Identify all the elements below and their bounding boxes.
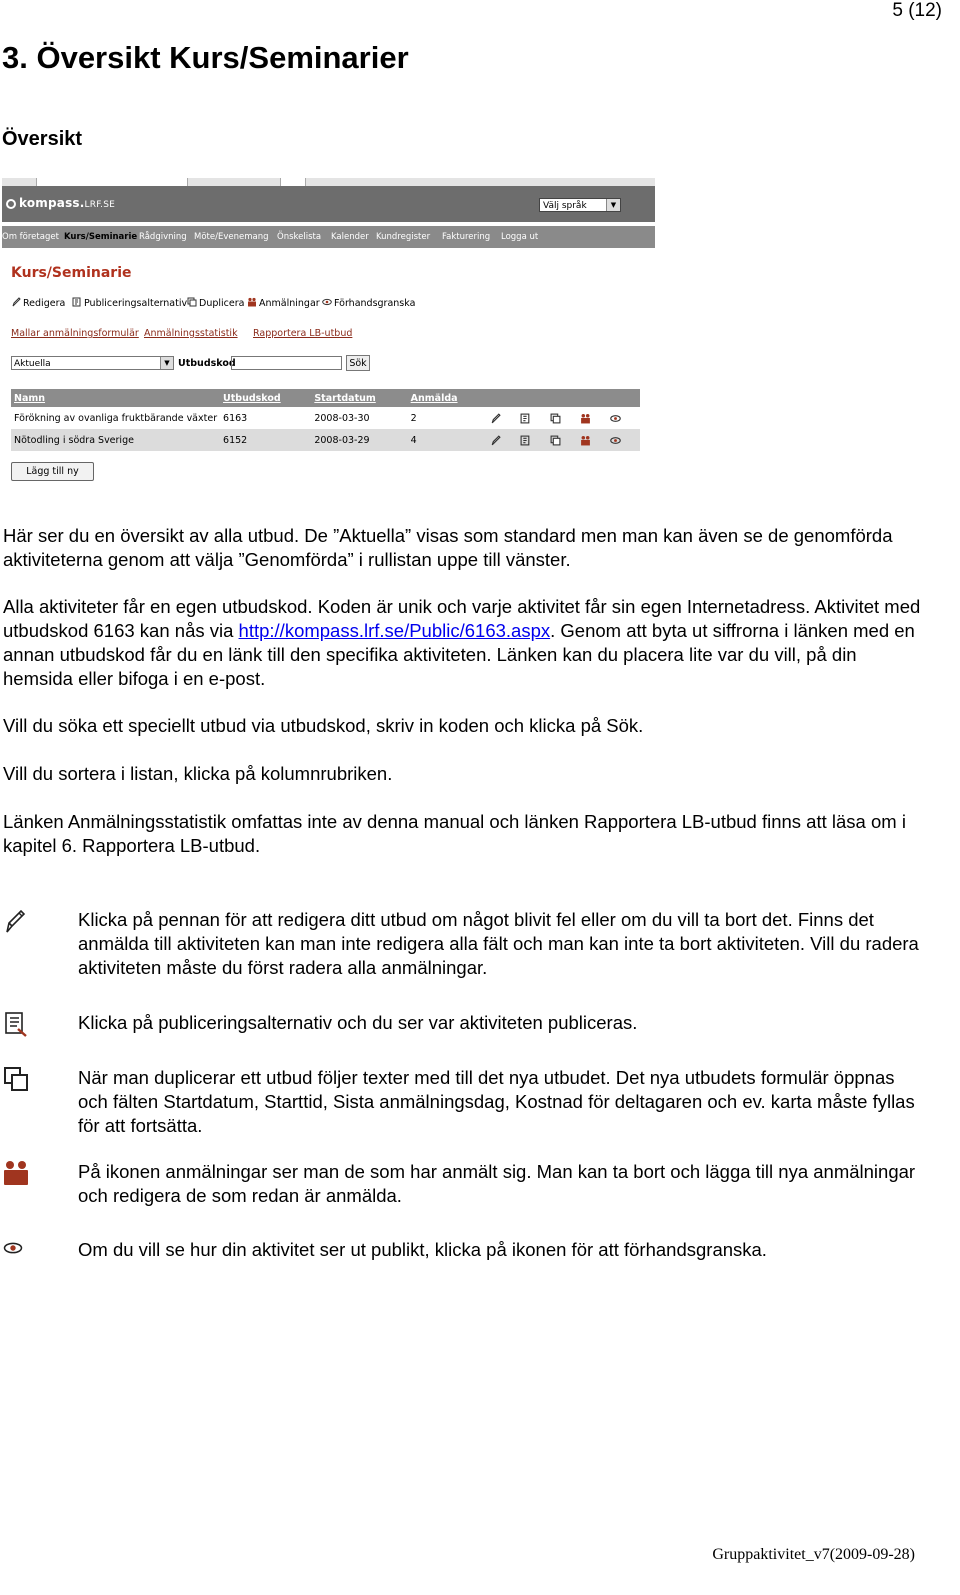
menu-item-kurs-seminarie[interactable]: Kurs/Seminarie	[64, 232, 138, 242]
chevron-down-icon: ▼	[606, 199, 620, 211]
row-actions	[490, 407, 640, 429]
paragraph-overview: Här ser du en översikt av alla utbud. De ”Aktuella” visas som standard men man kan även se de genomförda aktiviteterna genom att välja ”Genomförda” i rullistan uppe till vänster.	[3, 525, 893, 570]
status-filter-select[interactable]: Aktuella ▼	[11, 356, 174, 370]
menu-item-mote-evenemang[interactable]: Möte/Evenemang	[194, 232, 269, 242]
publish-options-icon	[72, 297, 82, 307]
paragraph-utbudskod: Alla aktiviteter får en egen utbudskod. Koden är unik och varje aktivitet får sin egen Internetadress. Aktivitet med utbudskod 6163 kan nås via http://kompass.lrf.se/Public/6163.aspx. Genom att byta ut siffrorna i länken med en annan utbudskod får du en länk till den specifika aktiviteten. Länken kan du placera lite var du vill, på din hemsida eller bifoga i en e-post.	[3, 596, 921, 689]
document-footer: Gruppaktivitet_v7(2009-09-28)	[712, 1546, 915, 1563]
add-new-button[interactable]: Lägg till ny	[11, 462, 94, 481]
link-mallar-anmalningsformular[interactable]: Mallar anmälningsformulär	[11, 328, 139, 339]
chevron-down-icon: ▼	[160, 357, 173, 369]
preview-icon	[322, 297, 332, 307]
paragraph-sort: Vill du sortera i listan, klicka på kolumnrubriken.	[3, 763, 393, 784]
registrations-icon	[3, 1160, 29, 1186]
pencil-icon	[11, 297, 21, 307]
action-publiceringsalternativ[interactable]: Publiceringsalternativ	[72, 297, 187, 309]
action-forhandsgranska[interactable]: Förhandsgranska	[322, 297, 415, 309]
table-header-row	[11, 389, 640, 407]
cell-code: 6163	[223, 407, 314, 429]
menu-item-onskelista[interactable]: Önskelista	[277, 232, 322, 242]
logo-circle-icon	[6, 199, 16, 209]
paragraph-search: Vill du söka ett speciellt utbud via utbudskod, skriv in koden och klicka på Sök.	[3, 715, 644, 736]
registrations-icon[interactable]	[580, 413, 591, 424]
table-row	[11, 407, 640, 429]
cell-count: 2	[411, 407, 490, 429]
table-row	[11, 429, 640, 451]
column-header-utbudskod[interactable]: Utbudskod	[223, 389, 314, 407]
section-heading: Översikt	[2, 128, 83, 150]
site-logo: kompass.LRF.SE	[6, 196, 115, 210]
pencil-icon[interactable]	[490, 413, 501, 424]
menu-item-kalender[interactable]: Kalender	[331, 232, 369, 242]
embedded-screenshot	[2, 178, 655, 496]
cell-name: Nötodling i södra Sverige	[11, 429, 223, 451]
registrations-icon	[247, 297, 257, 307]
module-title: Kurs/Seminarie	[11, 265, 132, 281]
row-actions	[490, 429, 640, 451]
action-redigera[interactable]: Redigera	[11, 297, 65, 309]
language-select[interactable]: Välj språk ▼	[539, 198, 621, 212]
preview-icon[interactable]	[610, 435, 621, 446]
column-header-anmalda[interactable]: Anmälda	[411, 389, 490, 407]
duplicate-icon[interactable]	[550, 435, 561, 446]
menu-item-fakturering[interactable]: Fakturering	[442, 232, 491, 242]
cell-code: 6152	[223, 429, 314, 451]
page-heading: 3. Översikt Kurs/Seminarier	[2, 40, 409, 75]
cell-date: 2008-03-30	[314, 407, 410, 429]
registrations-icon[interactable]	[580, 435, 591, 446]
column-header-startdatum[interactable]: Startdatum	[314, 389, 410, 407]
search-button[interactable]: Sök	[346, 355, 370, 371]
link-anmalningsstatistik[interactable]: Anmälningsstatistik	[144, 328, 238, 339]
duplicate-icon[interactable]	[550, 413, 561, 424]
publish-options-icon[interactable]	[520, 413, 531, 424]
menu-item-om-foretaget[interactable]: Om företaget	[2, 232, 59, 242]
page-number: 5 (12)	[892, 0, 942, 21]
cell-count: 4	[411, 429, 490, 451]
menu-item-kundregister[interactable]: Kundregister	[376, 232, 431, 242]
activity-table	[11, 389, 640, 451]
action-duplicera[interactable]: Duplicera	[187, 297, 244, 309]
link-rapportera-lb-utbud[interactable]: Rapportera LB-utbud	[253, 328, 353, 339]
preview-icon[interactable]	[610, 413, 621, 424]
code-search-input[interactable]	[231, 356, 342, 370]
site-header	[2, 186, 655, 222]
publish-options-icon	[3, 1011, 29, 1037]
preview-icon	[3, 1238, 23, 1258]
menu-item-radgivning[interactable]: Rådgivning	[139, 232, 187, 242]
main-menu	[2, 226, 655, 248]
pencil-icon[interactable]	[490, 435, 501, 446]
paragraph-links: Länken Anmälningsstatistik omfattas inte av denna manual och länken Rapportera LB-utbud finns att läsa om i kapitel 6. Rapportera LB-utbud.	[3, 811, 906, 856]
duplicate-icon	[3, 1066, 29, 1092]
code-label: Utbudskod	[178, 358, 236, 369]
column-header-namn[interactable]: Namn	[11, 389, 223, 407]
publish-options-icon[interactable]	[520, 435, 531, 446]
menu-item-logga-ut[interactable]: Logga ut	[501, 232, 539, 242]
screenshot-content	[2, 248, 655, 496]
duplicate-icon	[187, 297, 197, 307]
cell-name: Förökning av ovanliga fruktbärande växter	[11, 407, 223, 429]
action-anmalningar[interactable]: Anmälningar	[247, 297, 320, 309]
public-url-link[interactable]: http://kompass.lrf.se/Public/6163.aspx	[238, 620, 551, 641]
pencil-icon	[3, 908, 29, 934]
cell-date: 2008-03-29	[314, 429, 410, 451]
